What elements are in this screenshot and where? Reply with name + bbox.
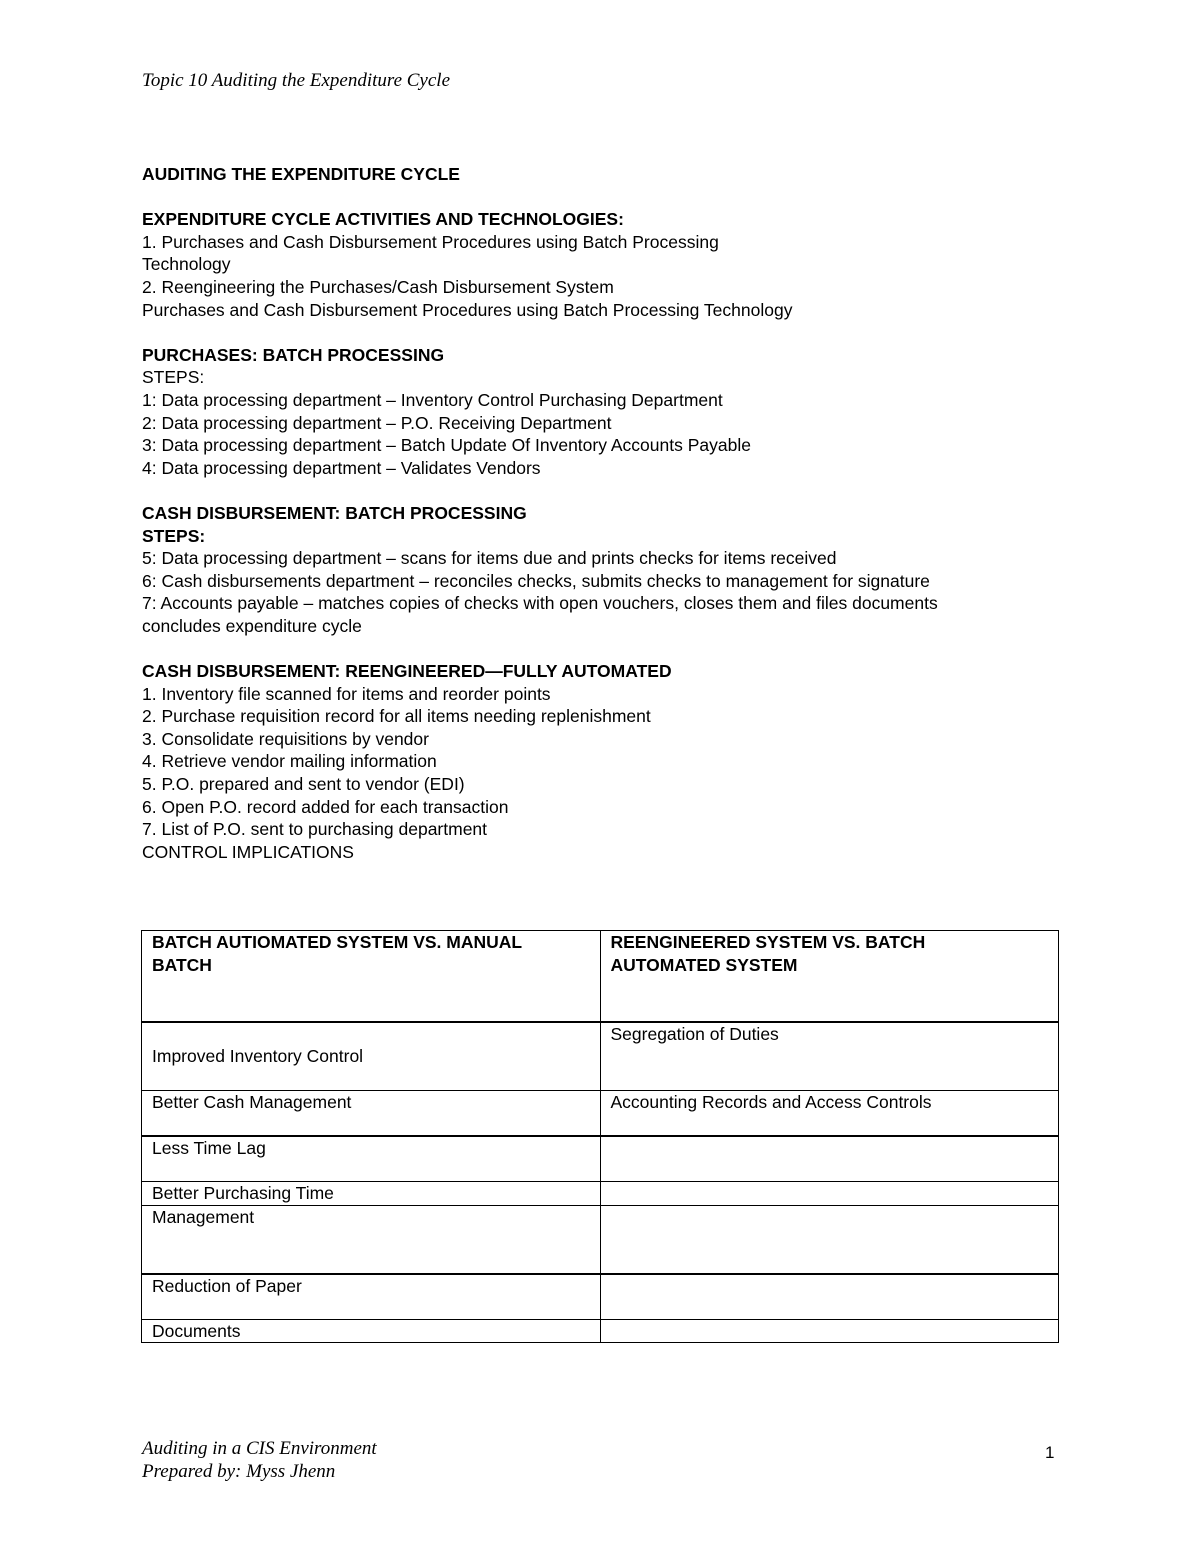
- step-line: 2: Data processing department – P.O. Receiving Department: [142, 412, 612, 433]
- table-cell: Less Time Lag: [142, 1136, 601, 1182]
- table-cell: Improved Inventory Control: [142, 1022, 601, 1091]
- table-row: [142, 1091, 1059, 1137]
- section-activities: [142, 208, 1062, 321]
- step-line: 4. Retrieve vendor mailing information: [142, 751, 437, 772]
- comparison-table: [141, 930, 1059, 1343]
- document-title: AUDITING THE EXPENDITURE CYCLE: [142, 164, 460, 184]
- table-row: [142, 1319, 1059, 1343]
- steps-label: STEPS:: [142, 367, 205, 388]
- table-row: [142, 1182, 1059, 1206]
- table-cell: [600, 1274, 1059, 1320]
- table-cell: [600, 1205, 1059, 1274]
- table-cell: Reduction of Paper: [142, 1274, 601, 1320]
- text-line: Purchases and Cash Disbursement Procedures using Batch Processing Technology: [142, 299, 793, 320]
- table-cell: [600, 1319, 1059, 1343]
- text-line: 2. Reengineering the Purchases/Cash Disbursement System: [142, 276, 614, 297]
- table-header-cell: [600, 931, 1059, 1023]
- table-header-cell: [142, 931, 601, 1023]
- section-heading: CASH DISBURSEMENT: REENGINEERED—FULLY AUTOMATED: [142, 661, 672, 682]
- header-text: BATCH: [152, 954, 212, 975]
- step-line: 3: Data processing department – Batch Update Of Inventory Accounts Payable: [142, 435, 751, 456]
- step-line: concludes expenditure cycle: [142, 615, 362, 636]
- step-line: 7. List of P.O. sent to purchasing department: [142, 819, 488, 840]
- page-header: Topic 10 Auditing the Expenditure Cycle: [142, 70, 450, 91]
- step-line: 2. Purchase requisition record for all items needing replenishment: [142, 706, 651, 727]
- table-cell: Management: [142, 1205, 601, 1274]
- steps-label: STEPS:: [142, 525, 206, 546]
- text-line: 1. Purchases and Cash Disbursement Procedures using Batch Processing: [142, 231, 719, 252]
- section-cash-reengineered: [142, 660, 1062, 863]
- step-line: 5. P.O. prepared and sent to vendor (EDI): [142, 774, 465, 795]
- document-body: [142, 163, 1062, 863]
- table-cell: [600, 1136, 1059, 1182]
- control-implications-label: CONTROL IMPLICATIONS: [142, 841, 354, 862]
- table-cell: Accounting Records and Access Controls: [600, 1091, 1059, 1137]
- section-purchases: [142, 344, 1062, 480]
- table-row: [142, 1136, 1059, 1182]
- step-line: 1: Data processing department – Inventory Control Purchasing Department: [142, 389, 723, 410]
- section-heading: CASH DISBURSEMENT: BATCH PROCESSING: [142, 502, 527, 523]
- step-line: 3. Consolidate requisitions by vendor: [142, 728, 429, 749]
- text-line: Technology: [142, 254, 231, 275]
- page-number: 1: [1045, 1443, 1055, 1462]
- step-line: 6: Cash disbursements department – reconciles checks, submits checks to management for signature: [142, 570, 930, 591]
- section-heading: PURCHASES: BATCH PROCESSING: [142, 344, 445, 365]
- table-row: [142, 1205, 1059, 1274]
- section-cash-batch: [142, 502, 1062, 638]
- step-line: 1. Inventory file scanned for items and reorder points: [142, 683, 551, 704]
- section-heading: EXPENDITURE CYCLE ACTIVITIES AND TECHNOLOGIES:: [142, 209, 624, 230]
- header-text: REENGINEERED SYSTEM VS. BATCH: [610, 932, 926, 952]
- table-cell: [600, 1182, 1059, 1206]
- footer-course: Auditing in a CIS Environment: [142, 1438, 377, 1459]
- step-line: 7: Accounts payable – matches copies of checks with open vouchers, closes them and files documents: [142, 593, 938, 614]
- step-line: 5: Data processing department – scans for items due and prints checks for items received: [142, 548, 837, 569]
- table-header-row: [142, 931, 1059, 1023]
- step-line: 4: Data processing department – Validates Vendors: [142, 457, 541, 478]
- table-row: [142, 1274, 1059, 1320]
- page-footer: [142, 1437, 377, 1483]
- table-row: [142, 1022, 1059, 1091]
- header-text: BATCH AUTIOMATED SYSTEM VS. MANUAL: [152, 932, 523, 952]
- step-line: 6. Open P.O. record added for each transaction: [142, 796, 509, 817]
- table-cell: Better Purchasing Time: [142, 1182, 601, 1206]
- table-cell: Documents: [142, 1319, 601, 1343]
- header-text: AUTOMATED SYSTEM: [610, 954, 798, 975]
- table-cell: Better Cash Management: [142, 1091, 601, 1137]
- footer-author: Prepared by: Myss Jhenn: [142, 1461, 336, 1482]
- table-cell: Segregation of Duties: [600, 1022, 1059, 1091]
